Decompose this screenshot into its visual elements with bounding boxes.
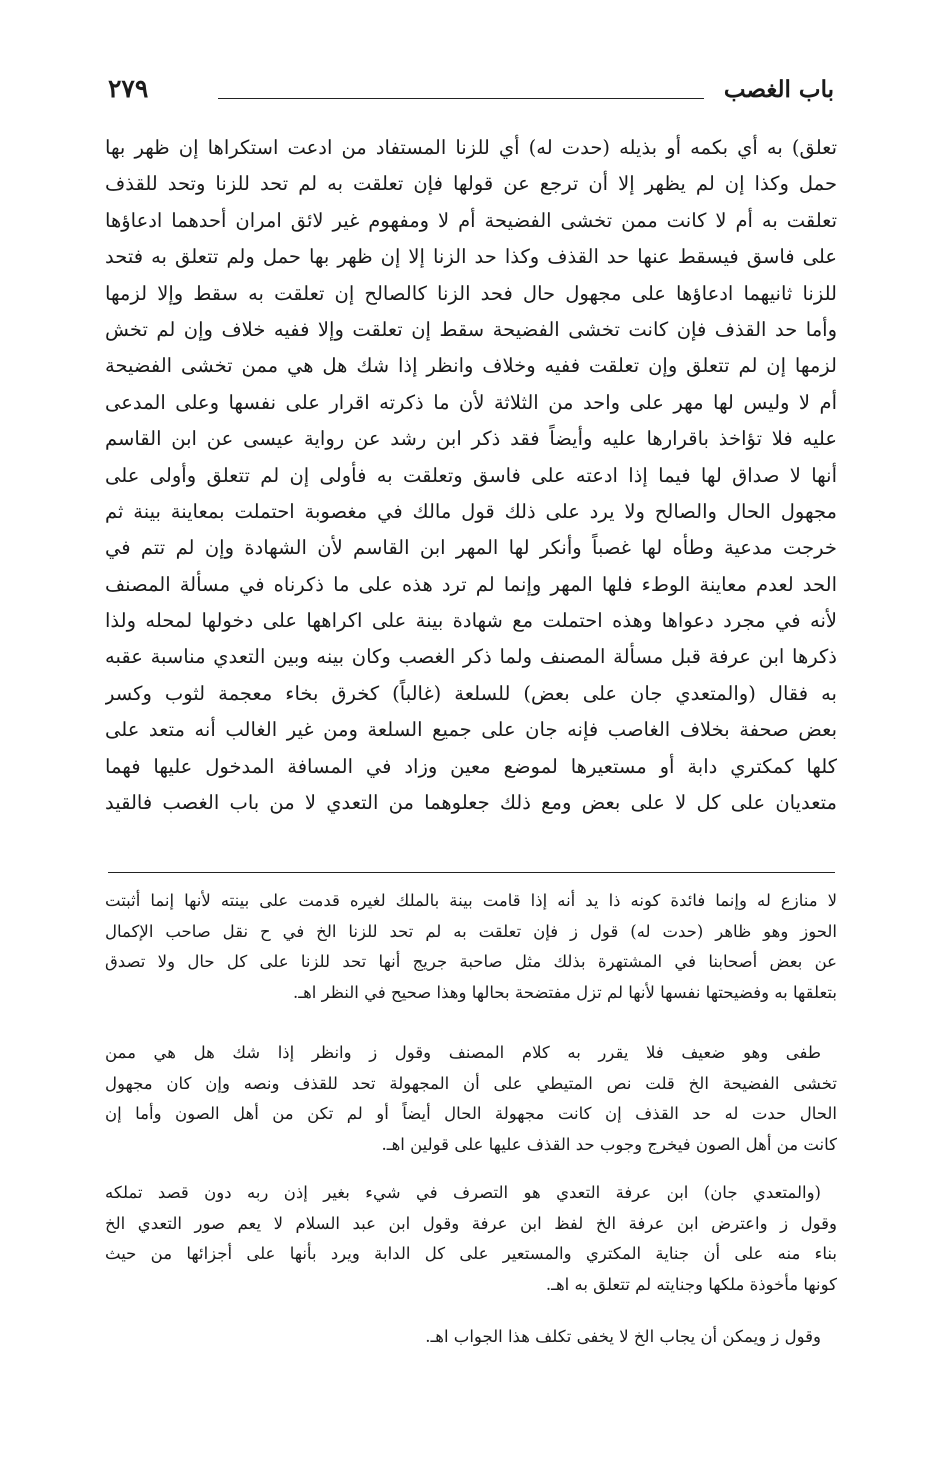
- main-line: بعض صحفة بخلاف الغاصب فإنه جان على جميع السلعة ومن غير الغالب أنه متعد على: [105, 718, 837, 742]
- footnote-line: كانت من أهل الصون فيخرج وجوب حد القذف عليها على قولين اهـ.: [381, 1134, 837, 1154]
- main-line: تعلقت به أم لا كانت ممن تخشى الفضيحة أم لا ومفهوم غير لائق امران أحدهما ادعاؤها: [105, 208, 837, 232]
- footnote-line: بتعلقها به وفضيحتها نفسها لأنها لم تزل مفتضحة بحالها وهذا صحيح في النظر اهـ.: [293, 982, 837, 1002]
- footnote-3: [105, 1178, 837, 1300]
- main-line: تعلق) به أي بكمه أو بذيله (حدت له) أي للزنا المستفاد من ادعت استكراها إن ظهر بها: [105, 136, 837, 159]
- footnote-line: (والمتعدي جان) ابن عرفة التعدي هو التصرف في شيء بغير إذن ربه دون قصد تملكه: [105, 1183, 821, 1202]
- main-line: أنها لا صداق لها فيما إذا ادعته على فاسق وتعلقت به فأولى إن لم تتعلق وأولى على: [105, 463, 837, 487]
- footnote-4: [105, 1322, 837, 1353]
- main-line: حمل وكذا إن لم يظهر إلا أن ترجع عن قولها فإن تعلقت به لم تحد للزنا وتحد للقذف: [105, 172, 837, 196]
- main-line: أم لا وليس لها مهر على واحد من الثلاثة لأن ما ذكرته اقرار على نفسها وعلى المدعى: [105, 390, 837, 414]
- footnote-line: كونها مأخوذة ملكها وجنايته لم تتعلق به اهـ.: [545, 1274, 837, 1294]
- main-line: على فاسق فيسقط عنها حد القذف وكذا حد الزنا إلا إن ظهر بها حمل ولم تتعلق به فتحد: [105, 245, 837, 269]
- main-line: مجهول الحال والصالح ولا يرد على ذلك قول مالك في مغصوبة احتملت بمعاينة بينة ثم: [105, 499, 837, 523]
- main-line: متعديان على كل لا على بعض ومع ذلك جعلوهما من التعدي لا من باب الغصب فالقيد: [105, 791, 837, 815]
- footnote-line: وقول ز واعترض ابن عرفة الخ لفظ ابن عرفة وقول ابن عبد السلام لا يعم صور التعدي الخ: [105, 1213, 837, 1233]
- main-text: [105, 130, 837, 821]
- main-line: به فقال (والمتعدي جان على بعض) للسلعة (غالباً) كخرق بخاء معجمة لثوب وكسر: [105, 681, 837, 705]
- main-line: لزمها إن لم تتعلق وإن تعلقت ففيه وخلاف وانظر إذا شك هل هي ممن تخشى الفضيحة: [105, 354, 837, 378]
- footnote-line: طفى وهو ضعيف فلا يقرر به كلام المصنف وقول ز وانظر إذا شك هل هي ممن: [105, 1043, 821, 1062]
- page-number: ٢٧٩: [108, 74, 149, 103]
- main-line: عليه فلا تؤاخذ باقرارها عليه وأيضاً فقد ذكر ابن رشد عن رواية عيسى عن ابن القاسم: [105, 427, 837, 451]
- main-line: للزنا ثانيهما ادعاؤها على مجهول حال فحد الزنا كالصالح إن تعلقت به سقط وإلا لزمها: [105, 281, 837, 305]
- main-line: وأما حد القذف فإن كانت تخشى الفضيحة سقط إن تعلقت وإلا ففيه خلاف وإن لم تخش: [105, 317, 837, 341]
- main-line: خرجت مدعية وطأه لها غصباً وأنكر لها المهر ابن القاسم لأن الشهادة وإن لم تتم في: [105, 536, 837, 560]
- page-header: [108, 72, 834, 112]
- chapter-title: باب الغصب: [723, 76, 834, 103]
- footnote-line: لا منازع له وإنما فائدة كونه ذا يد أنه إذا قامت بينة بالملك لغيره قدمت على بينته لأنها إنما أثبتت: [105, 891, 837, 910]
- footnote-line: الحال حدت له حد القذف إن كانت مجهولة الحال أيضاً أو لم تكن من أهل الصون وأما إن: [105, 1104, 837, 1123]
- footnote-line: الحوز وهو ظاهر (حدت له) قول ز فإن تعلقت به لم تحد للزنا الخ في ح نقل صاحب الإكمال: [105, 921, 837, 941]
- main-line: كلها كمكتري دابة أو مستعيرها لموضع معين وزاد في المسافة المدخول عليها فهما: [105, 754, 837, 778]
- footnote-line: عن بعض أصحابنا في المشتهرة بذلك مثل صاحبة جريج أنها تحد للزنا على كل حال ولا تصدق: [105, 952, 837, 971]
- footnote-line: بناء منه على أن جناية المكتري والمستعير على كل الدابة ويرد بأنها على أجزائها من حيث: [105, 1244, 837, 1263]
- footnote-line: وقول ز ويمكن أن يجاب الخ لا يخفى تكلف هذا الجواب اهـ.: [425, 1327, 821, 1346]
- footnote-1: [105, 886, 837, 1008]
- main-line: ذكرها ابن عرفة قبل مسألة المصنف ولما ذكر الغصب وكان بينه وبين التعدي مناسبة عقبه: [105, 645, 837, 669]
- main-line: الحد لعدم معاينة الوطء فلها المهر وإنما لم ترد هذه على ما ذكرناه في مسألة المصنف: [105, 572, 837, 596]
- main-line: لأنه في مجرد دعواها وهذه احتملت مع شهادة بينة على اكراهها على دخولها لمحله ولذا: [105, 609, 837, 633]
- footnote-2: [105, 1038, 837, 1160]
- header-rule: [218, 98, 704, 99]
- footnote-divider: [108, 872, 835, 873]
- footnote-line: تخشى الفضيحة الخ قلت نص المتيطي على أن المجهولة تحد للقذف ونصه وإن كان مجهول: [105, 1073, 837, 1093]
